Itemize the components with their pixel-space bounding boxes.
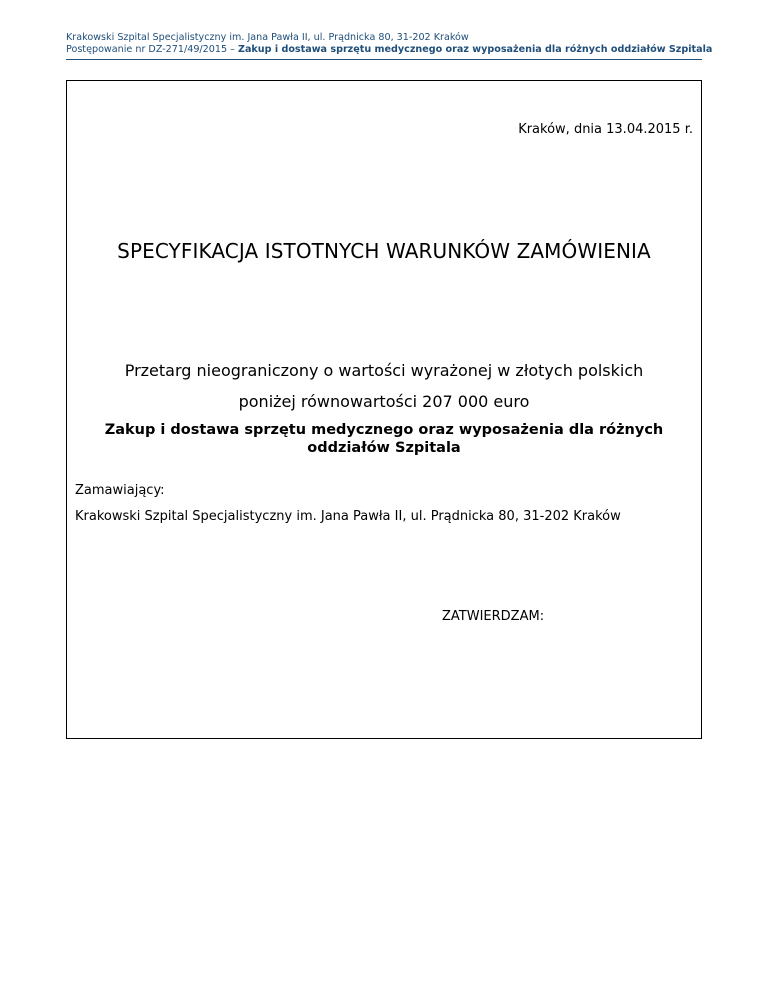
header-procedure-subject: Zakup i dostawa sprzętu medycznego oraz wyposażenia dla różnych oddziałów Szpitala bbox=[237, 44, 713, 55]
header-procedure-number: Postępowanie nr DZ-271/49/2015 – bbox=[66, 44, 238, 55]
page-header bbox=[66, 32, 713, 56]
ordering-party: Krakowski Szpital Specjalistyczny im. Jana Pawła II, ul. Prądnicka 80, 31-202 Kraków bbox=[75, 509, 621, 524]
header-divider bbox=[66, 59, 702, 60]
title-page-frame bbox=[66, 80, 702, 739]
procurement-subject: Zakup i dostawa sprzętu medycznego oraz wyposażenia dla różnych oddziałów Szpitala bbox=[104, 422, 664, 456]
header-address: Krakowski Szpital Specjalistyczny im. Jana Pawła II, ul. Prądnicka 80, 31-202 Kraków bbox=[66, 32, 469, 43]
header-procedure bbox=[66, 44, 713, 56]
document-title: SPECYFIKACJA ISTOTNYCH WARUNKÓW ZAMÓWIENIA bbox=[117, 239, 651, 263]
ordering-party-label: Zamawiający: bbox=[75, 483, 165, 498]
approval-label: ZATWIERDZAM: bbox=[442, 609, 545, 624]
procedure-type: Przetarg nieograniczony o wartości wyrażonej w złotych polskich bbox=[124, 361, 644, 380]
procedure-threshold: poniżej równowartości 207 000 euro bbox=[238, 392, 530, 411]
document-date: Kraków, dnia 13.04.2015 r. bbox=[518, 122, 693, 137]
